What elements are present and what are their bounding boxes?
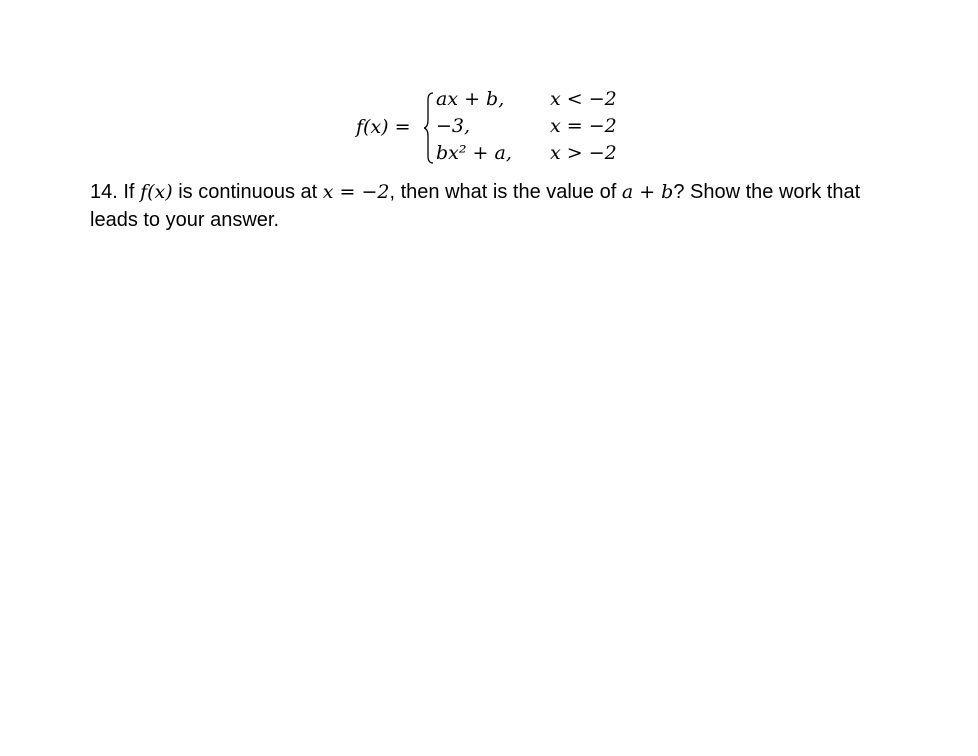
math-point: x = −2 xyxy=(322,181,390,203)
piecewise-function xyxy=(356,88,636,168)
case-expression: bx² + a, xyxy=(436,142,512,164)
function-lhs xyxy=(356,116,411,138)
case-expression: ax + b, xyxy=(436,88,505,110)
question-text: is continuous at xyxy=(178,181,318,203)
case-condition: x > −2 xyxy=(550,142,617,164)
function-name: f(x) = xyxy=(356,116,411,138)
case-condition: x = −2 xyxy=(550,115,617,137)
question-14 xyxy=(90,178,870,234)
question-number: 14. xyxy=(90,181,118,203)
left-brace xyxy=(424,92,434,164)
question-text: , then what is the value of xyxy=(389,181,617,203)
math-function: f(x) xyxy=(140,181,173,203)
case-expression: −3, xyxy=(436,115,471,137)
math-sum: a + b xyxy=(621,181,674,203)
question-text: ? Show the work that leads to your answer. xyxy=(90,181,861,231)
question-text: If xyxy=(123,181,135,203)
case-condition: x < −2 xyxy=(550,88,617,110)
